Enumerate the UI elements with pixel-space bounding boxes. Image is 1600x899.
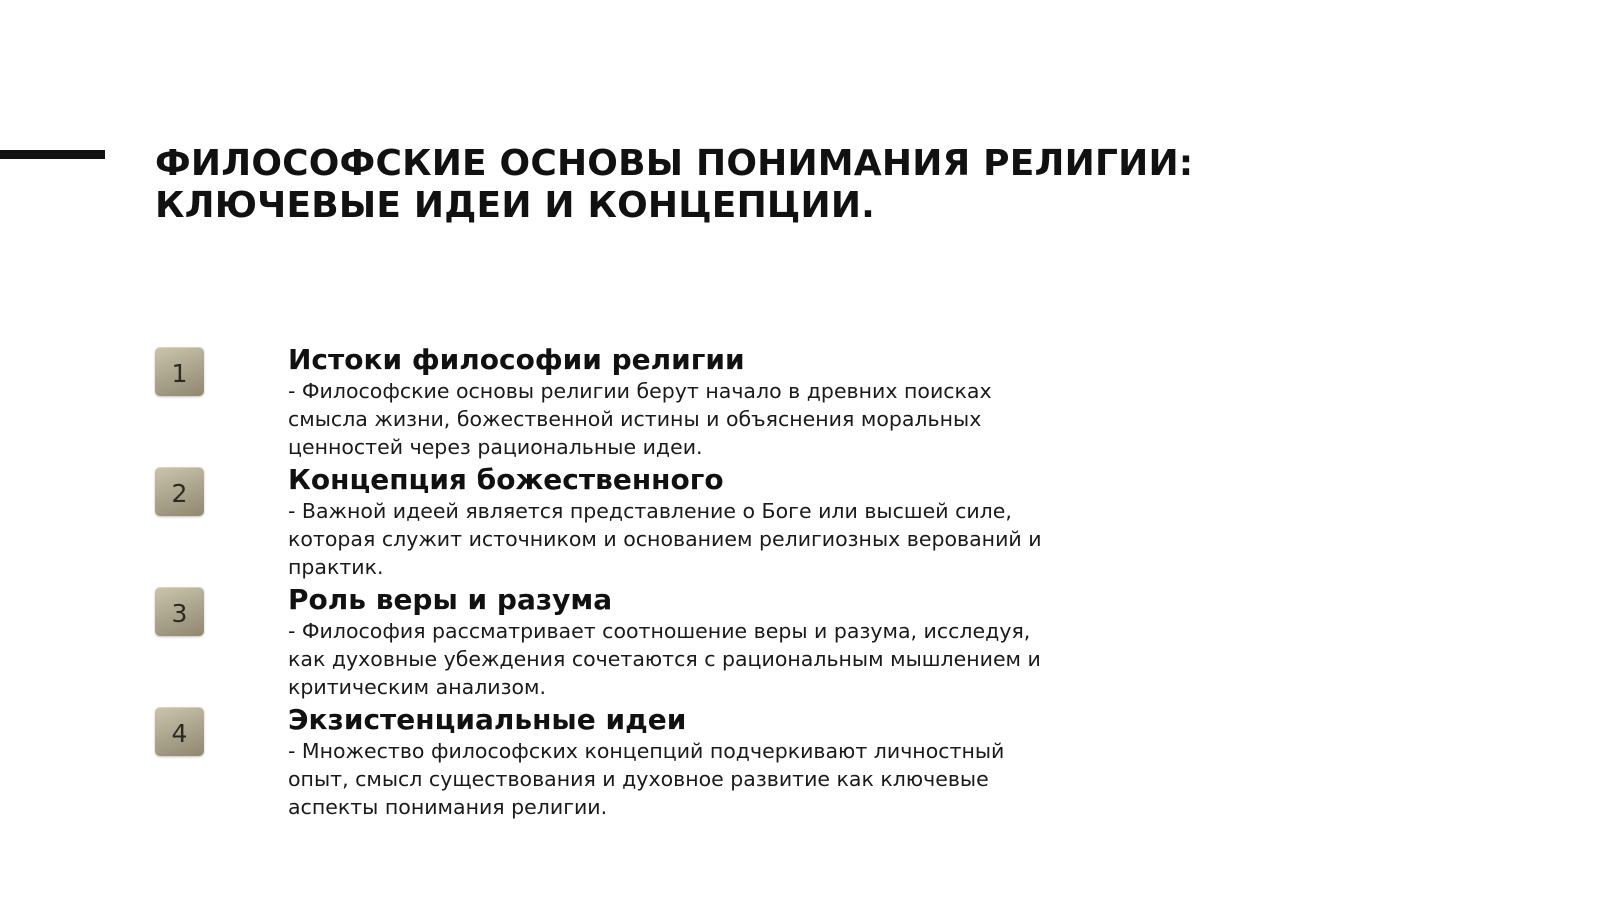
list-item-description <box>288 497 1108 581</box>
number-badge: 4 <box>155 707 204 756</box>
list-item <box>155 583 1155 703</box>
list-item <box>155 703 1155 823</box>
list-item-content <box>288 703 1108 821</box>
slide-title-line-2: КЛЮЧЕВЫЕ ИДЕИ И КОНЦЕПЦИИ. <box>155 185 876 226</box>
list-item-content <box>288 583 1108 701</box>
list-item-heading: Роль веры и разума <box>288 583 613 616</box>
number-badge: 1 <box>155 347 204 396</box>
list-item-heading: Экзистенциальные идеи <box>288 703 687 736</box>
list-item-description <box>288 617 1108 701</box>
list-item-heading: Концепция божественного <box>288 463 724 496</box>
slide-title-line-1: ФИЛОСОФСКИЕ ОСНОВЫ ПОНИМАНИЯ РЕЛИГИИ: <box>155 143 1194 184</box>
description-line: смысла жизни, божественной истины и объяснения моральных <box>288 407 982 431</box>
description-line: - Множество философских концепций подчеркивают личностный <box>288 739 1005 763</box>
description-line: практик. <box>288 555 384 579</box>
list-item-content <box>288 343 1108 461</box>
number-badge: 2 <box>155 467 204 516</box>
title-accent-bar <box>0 150 105 159</box>
description-line: - Философские основы религии берут начало в древних поисках <box>288 379 992 403</box>
description-line: которая служит источником и основанием религиозных верований и <box>288 527 1042 551</box>
number-badge: 3 <box>155 587 204 636</box>
description-line: ценностей через рациональные идеи. <box>288 435 703 459</box>
list-item-description <box>288 377 1108 461</box>
list-item <box>155 463 1155 583</box>
description-line: как духовные убеждения сочетаются с рациональным мышлением и <box>288 647 1041 671</box>
description-line: критическим анализом. <box>288 675 547 699</box>
list-item <box>155 343 1155 463</box>
description-line: - Важной идеей является представление о Боге или высшей силе, <box>288 499 1012 523</box>
description-line: опыт, смысл существования и духовное развитие как ключевые <box>288 767 989 791</box>
description-line: - Философия рассматривает соотношение веры и разума, исследуя, <box>288 619 1031 643</box>
slide-title <box>155 143 1255 227</box>
list-item-description <box>288 737 1108 821</box>
list-item-content <box>288 463 1108 581</box>
description-line: аспекты понимания религии. <box>288 795 608 819</box>
list-item-heading: Истоки философии религии <box>288 343 745 376</box>
concept-list <box>155 343 1155 823</box>
